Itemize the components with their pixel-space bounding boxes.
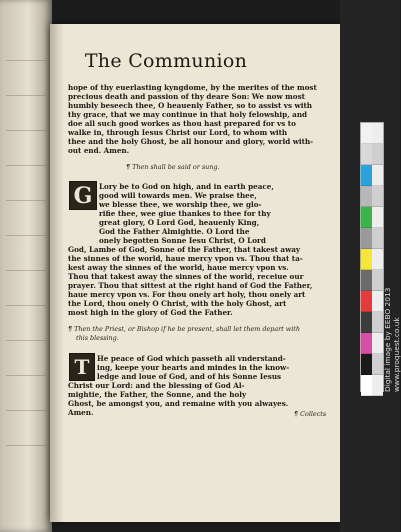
blessing-line: Ghost, be amongst you, and remaine with you alwayes. (68, 399, 289, 408)
paragraph-line: humbly beseech thee, O heauenly Father, so to assist vs with (68, 101, 312, 110)
paragraph-line: out end. Amen. (68, 146, 130, 155)
page-title: The Communion (84, 50, 248, 72)
paragraph-line: thee and the holy Ghost, be all honour and glory, world with- (68, 137, 314, 146)
gloria-line: great glory, O Lord God, heauenly King, (99, 218, 260, 227)
color-patch (361, 375, 372, 396)
catchword: ¶ Collects (294, 410, 327, 418)
color-patch (361, 270, 372, 291)
gloria-line: God, Lambe of God, Sonne of the Father, that takest away (68, 245, 301, 254)
gloria-line: the Lord, thou onely O Christ, with the holy Ghost, art (68, 299, 287, 308)
gloria-line: onely begotten Sonne Iesu Christ, O Lord (99, 236, 266, 245)
color-patch (361, 207, 372, 228)
decorated-initial: G (69, 181, 97, 210)
grey-patch (372, 270, 383, 291)
rubric: ¶ Then shall be said or sung. (126, 163, 220, 171)
gloria-line: the sinnes of the world, haue mercy vpon vs. Thou that ta- (68, 254, 303, 263)
rubric: this blessing. (76, 334, 119, 342)
grey-patch (372, 291, 383, 312)
gloria-line: God the Father Almightie. O Lord the (99, 227, 250, 236)
gloria-line: Thou that takest away the sinnes of the world, receiue our (68, 272, 304, 281)
blessing-line: He peace of God which passeth all vnderstand- (97, 354, 286, 363)
color-patch (361, 228, 372, 249)
color-patch (361, 354, 372, 375)
gloria-line: most high in the glory of God the Father. (68, 308, 233, 317)
blessing-line: mightie, the Father, the Sonne, and the holy (68, 390, 247, 399)
blessing-line: ing, keepe your hearts and mindes in the know- (97, 363, 290, 372)
grey-patch (372, 354, 383, 375)
grey-patch (372, 207, 383, 228)
blessing-line: ledge and loue of God, and of his Sonne Iesus (97, 372, 282, 381)
grey-patch (372, 144, 383, 165)
decorated-initial: T (69, 353, 95, 381)
gloria-line: good will towards men. We praise thee, (99, 191, 257, 200)
blessing-line: Amen. (68, 408, 94, 417)
gloria-line: we blesse thee, we worship thee, we glo- (99, 200, 262, 209)
color-patch (361, 165, 372, 186)
paragraph-line: doe all such good workes as thou hast prepared for vs to (68, 119, 296, 128)
gloria-line: haue mercy vpon vs. For thou onely art holy, thou onely art (68, 290, 306, 299)
grey-patch (372, 186, 383, 207)
credit-line: Digital image by EEBO 2013 (383, 287, 392, 392)
gloria-line: kest away the sinnes of the world, haue mercy vpon vs. (68, 263, 289, 272)
grey-patch (372, 228, 383, 249)
color-calibration-chart (360, 122, 384, 392)
gloria-line: Lory be to God on high, and in earth peace, (99, 182, 274, 191)
color-patch (361, 249, 372, 270)
color-patch (361, 144, 372, 165)
color-patch (361, 291, 372, 312)
color-patch (361, 186, 372, 207)
color-patch (361, 123, 372, 144)
color-patch (361, 312, 372, 333)
gloria-line: prayer. Thou that sittest at the right hand of God the Father, (68, 281, 313, 290)
blessing-line: Christ our Lord: and the blessing of God Al- (68, 381, 245, 390)
grey-patch (372, 249, 383, 270)
rubric: ¶ Then the Priest, or Bishop if he be present, shall let them depart with (68, 325, 300, 333)
paragraph-line: hope of thy euerlasting kyngdome, by the merites of the most (68, 83, 317, 92)
grey-patch (372, 312, 383, 333)
color-patch (361, 333, 372, 354)
gloria-line: rifie thee, wee giue thankes to thee for thy (99, 209, 271, 218)
grey-patch (372, 375, 383, 396)
grey-patch (372, 165, 383, 186)
paragraph-line: precious death and passion of thy deare Son: We now most (68, 92, 305, 101)
paragraph-line: thy grace, that we may continue in that holy felowship, and (68, 110, 308, 119)
credit-url: www.proquest.co.uk (392, 317, 401, 392)
paragraph-line: walke in, through Iesus Christ our Lord, to whom with (68, 128, 288, 137)
digital-image-credit (383, 288, 401, 392)
grey-patch (372, 123, 383, 144)
facing-page-edge (0, 0, 52, 532)
grey-patch (372, 333, 383, 354)
